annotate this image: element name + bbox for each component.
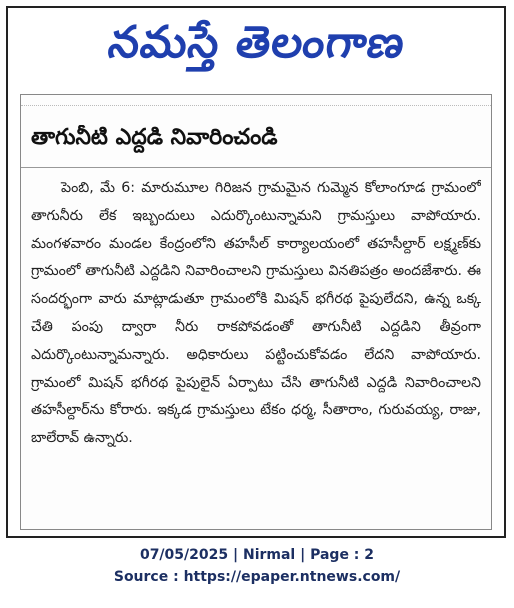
edition-line: 07/05/2025 | Nirmal | Page : 2 xyxy=(139,547,375,563)
article-dateline: పెంబి, మే 6: xyxy=(61,180,142,196)
clip-divider xyxy=(21,105,491,106)
article-headline: తాగునీటి ఎద్దడి నివారించండి xyxy=(31,125,278,150)
article-clipping xyxy=(20,94,492,530)
newspaper-masthead xyxy=(8,8,504,88)
clipping-footer xyxy=(0,544,514,588)
clipping-frame xyxy=(6,6,506,538)
source-line: Source : https://epaper.ntnews.com/ xyxy=(113,569,401,585)
masthead-title: నమస్తే తెలంగాణ xyxy=(105,17,409,68)
article-body xyxy=(31,175,481,523)
headline-divider xyxy=(21,167,491,168)
article-body-text: మారుమూల గిరిజన గ్రామమైన గుమ్మెన కోలాంగూడ గ్రామంలో తాగునీరు లేక ఇబ్బందులు ఎదుర్కొంటున్నామని గ్రామస్తులు వాపోయారు. మంగళవారం మండల కేంద్రంలోని తహసీల్ కార్యాలయంలో తహసీల్దార్ లక్ష్మణ్‌కు గ్రామంలో తాగునీటి ఎద్దడిని నివారించాలని గ్రామస్తులు వినతిపత్రం అందజేశారు. ఈ సందర్భంగా వారు మాట్లాడుతూ గ్రామంలోకి మిషన్ భగీరథ పైపులేదని, ఉన్న ఒక్క చేతి పంపు ద్వారా నీరు రాకపోవడంతో తాగునీటి ఎద్దడిని తీవ్రంగా ఎదుర్కొంటున్నామన్నారు. అధికారులు పట్టించుకోవడం లేదని వాపోయారు. గ్రామంలో మిషన్ భగీరథ పైపులైన్ ఏర్పాటు చేసి తాగునీటి ఎద్దడి నివారించాలని తహసీల్దార్‌ను కోరారు. ఇక్కడ గ్రామస్తులు టేకం ధర్మ, సీతారాం, గురువయ్య, రాజు, బాలేరావ్ ఉన్నారు. xyxy=(31,180,481,447)
